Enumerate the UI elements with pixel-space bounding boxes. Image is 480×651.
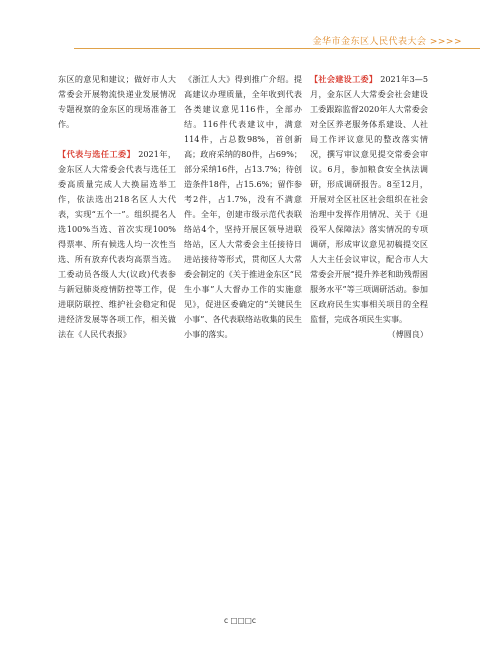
section-tag-social-construction: 【社会建设工委】 [310,74,378,84]
author-signature: （傅圆良） [387,329,428,339]
running-header-title: 金华市金东区人民代表大会 >>>> [312,37,462,47]
article-column-1 [58,72,176,342]
paragraph-representatives [58,147,176,342]
paragraph-continuation: 东区的意见和建议；做好市人大常委会开展物流快递业发展情况专题视察的金东区的现场准备工作。 [58,74,176,129]
section-tag-representatives: 【代表与选任工委】 [58,149,136,159]
header-rule [74,48,480,49]
article-column-2 [184,72,302,342]
paragraph-social-construction [310,72,428,327]
paragraph-suggestions: 《浙江人大》得到推广介绍。提高建议办理质量，全年收到代表各类建议意见116件，全部办结。116件代表建议中，满意114件，占总数98%，首创新高；政府采纳的80件，占69%；部分采纳16件，占13.7%；待创造条件18件，占15.6%；留作参考2件，占1.7%，没有不满意件。全年，创建市级示范代表联络站4个，坚持开展区领导进联络站，区人大常委会主任接待日进站接待等形式，贯彻区人大常委会制定的《关于推进金东区“民生小事”人大督办工作的实施意见》，促进区委确定的“关键民生小事”、各代表联络站收集的民生小事的落实。 [184,74,302,339]
paragraph-social-construction-text: 2021年3—5月，金东区人大常委会社会建设工委跟踪监督2020年人大常委会对全区养老服务体系建设、人社局工作评议意见的整改落实情况，撰写审议意见提交常委会审议。6月，参加粮食安全执法调研，形成调研报告。8至12月，开展对全区社区社会组织在社会治理中发挥作用情况、关于《退役军人保障法》落实情况的专项调研，形成审议意见初稿提交区人大主任会议审议，配合市人大常委会开展“提升养老和助残帮困服务水平”等三项调研活动。参加区政府民生实事相关项目的全程监督，完成各项民生实事。 [310,74,428,324]
paragraph-representatives-text: 2021年，金东区人大常委会代表与选任工委高质量完成人大换届选举工作，依法选出218名区人大代表，实现“五个一”。组织提名人选100%当选、首次实现100%得票率、所有候选人均一次性当选、所有放弃代表均高票当选。工委动员各级人大(议政)代表参与新冠肺炎疫情防控等工作，促进联防联控、维护社会稳定和促进经济发展等各项工作，相关做法在《人民代表报》 [58,149,176,339]
page-footer: c □□□c [224,616,256,625]
paragraph-gap [58,132,176,147]
article-column-3 [310,72,428,342]
